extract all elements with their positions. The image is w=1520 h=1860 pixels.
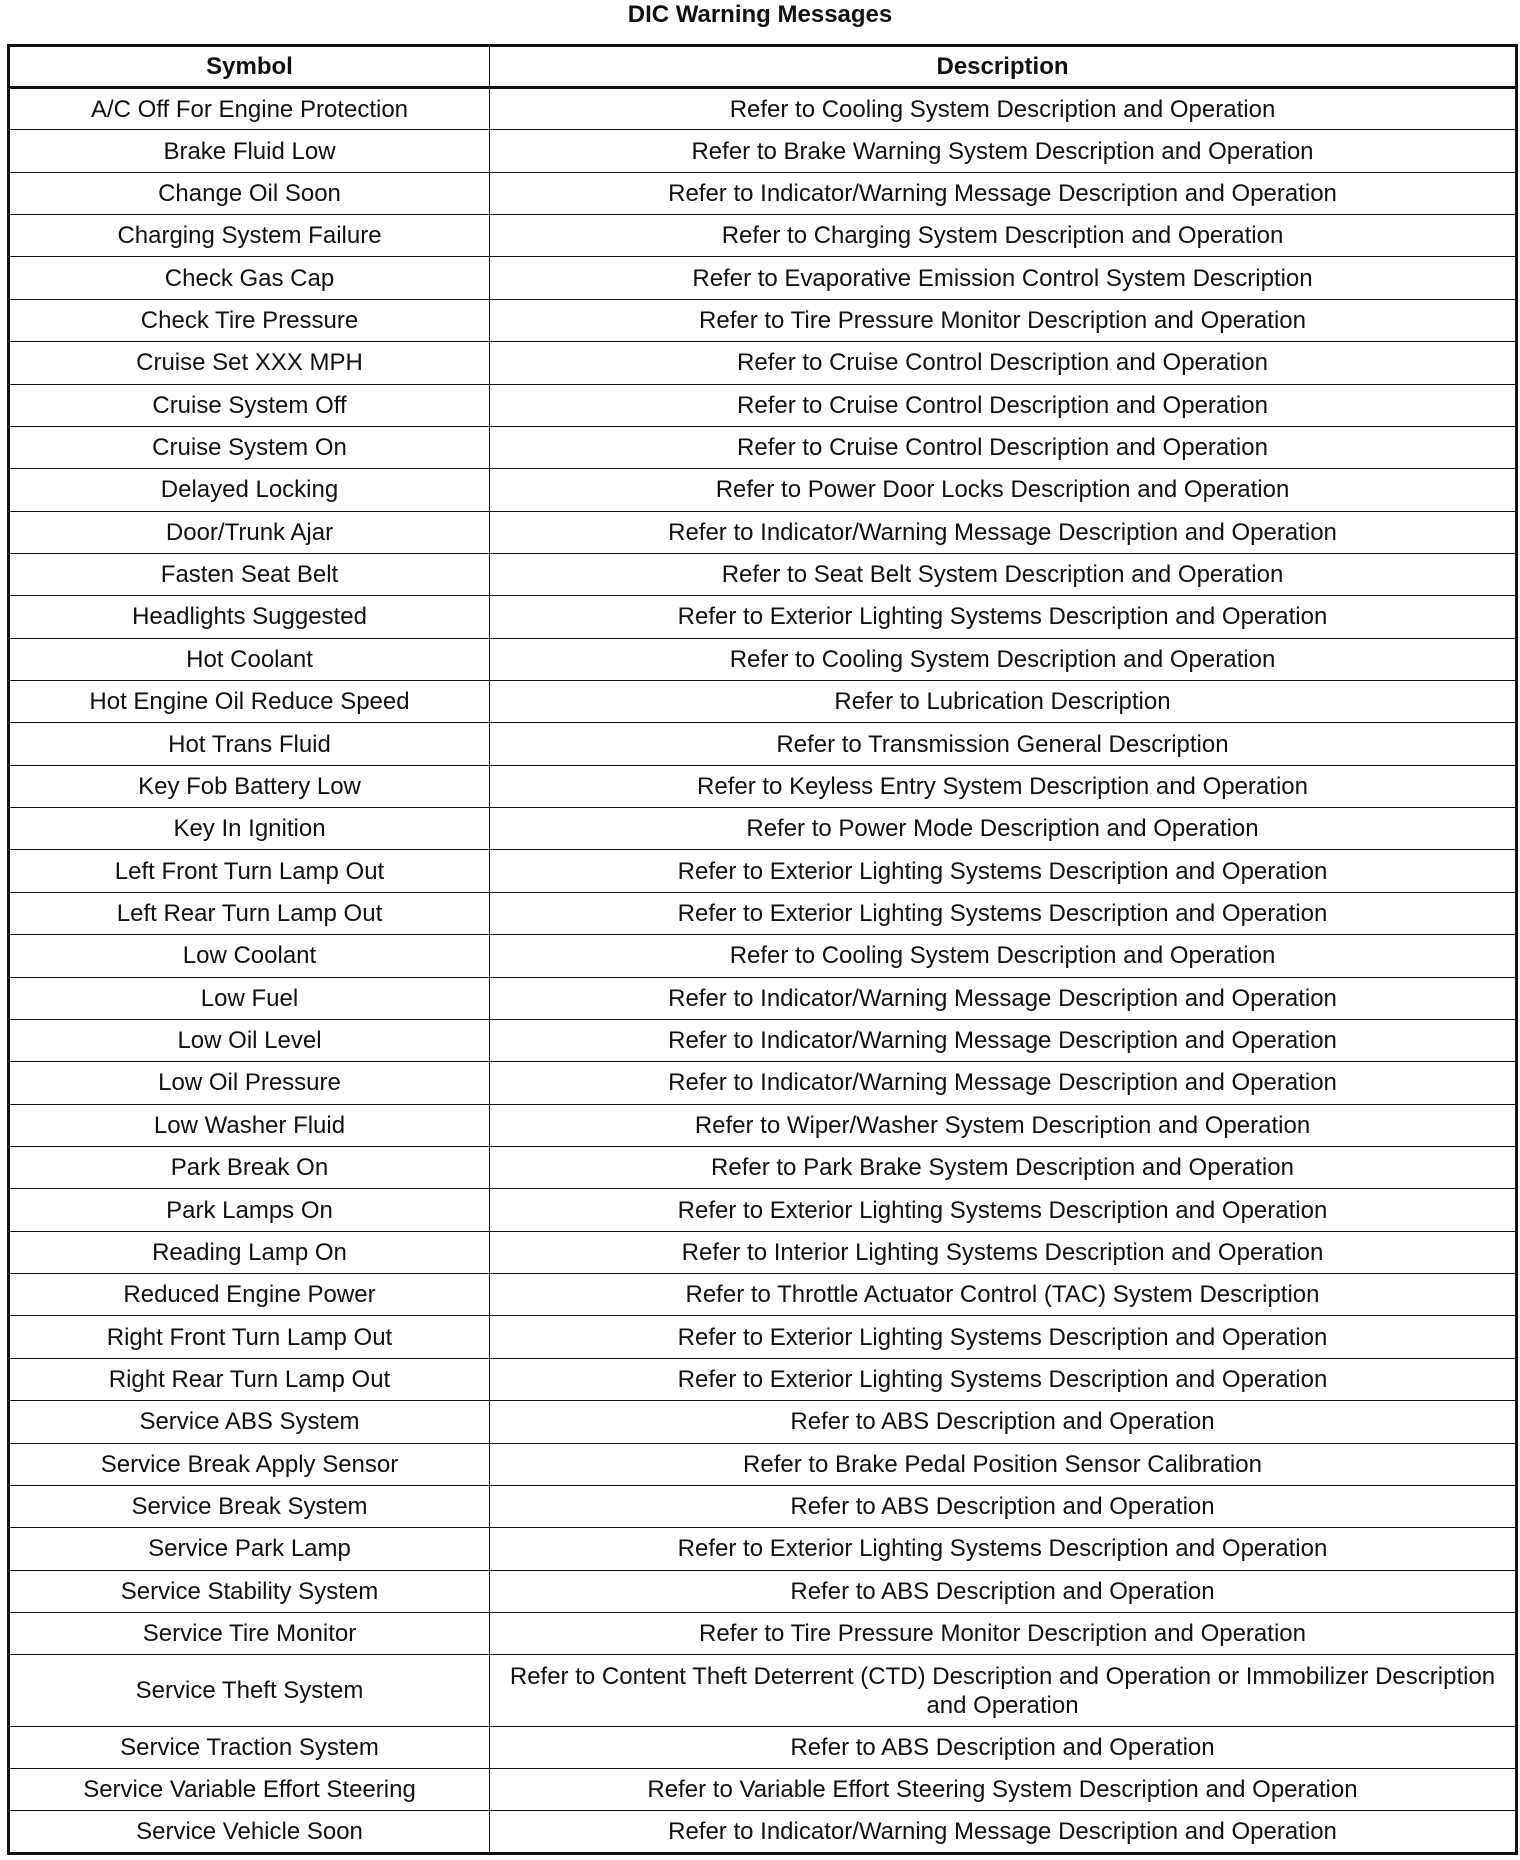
table-row: [9, 1104, 1517, 1146]
table-row: [9, 1570, 1517, 1612]
symbol-cell: Service Break Apply Sensor: [9, 1443, 490, 1485]
table-row: [9, 1485, 1517, 1527]
description-cell: Refer to Indicator/Warning Message Description and Operation: [490, 1811, 1517, 1854]
description-cell: Refer to Variable Effort Steering System Description and Operation: [490, 1769, 1517, 1811]
symbol-cell: Reduced Engine Power: [9, 1274, 490, 1316]
description-cell: Refer to Seat Belt System Description and Operation: [490, 553, 1517, 595]
description-cell: Refer to Interior Lighting Systems Description and Operation: [490, 1231, 1517, 1273]
description-cell: Refer to Lubrication Description: [490, 681, 1517, 723]
description-cell: Refer to Exterior Lighting Systems Description and Operation: [490, 1528, 1517, 1570]
symbol-cell: Left Front Turn Lamp Out: [9, 850, 490, 892]
description-cell: Refer to ABS Description and Operation: [490, 1570, 1517, 1612]
symbol-cell: Service Theft System: [9, 1655, 490, 1726]
table-row: [9, 935, 1517, 977]
table-row: [9, 469, 1517, 511]
symbol-cell: Low Oil Level: [9, 1019, 490, 1061]
table-row: [9, 553, 1517, 595]
symbol-cell: Service Park Lamp: [9, 1528, 490, 1570]
table-row: [9, 299, 1517, 341]
description-cell: Refer to Cooling System Description and Operation: [490, 88, 1517, 130]
table-row: [9, 681, 1517, 723]
table-row: [9, 130, 1517, 172]
description-cell: Refer to Charging System Description and Operation: [490, 215, 1517, 257]
symbol-cell: Service Tire Monitor: [9, 1612, 490, 1654]
symbol-cell: Change Oil Soon: [9, 172, 490, 214]
symbol-cell: Low Coolant: [9, 935, 490, 977]
description-cell: Refer to Brake Warning System Description and Operation: [490, 130, 1517, 172]
symbol-cell: Service Variable Effort Steering: [9, 1769, 490, 1811]
table-row: [9, 1612, 1517, 1654]
symbol-cell: Service Stability System: [9, 1570, 490, 1612]
table-row: [9, 1358, 1517, 1400]
description-cell: Refer to ABS Description and Operation: [490, 1726, 1517, 1768]
description-cell: Refer to Cooling System Description and Operation: [490, 638, 1517, 680]
symbol-cell: Headlights Suggested: [9, 596, 490, 638]
description-cell: Refer to Cruise Control Description and Operation: [490, 342, 1517, 384]
table-row: [9, 1528, 1517, 1570]
symbol-cell: Reading Lamp On: [9, 1231, 490, 1273]
description-cell: Refer to Cruise Control Description and Operation: [490, 384, 1517, 426]
table-row: [9, 638, 1517, 680]
table-row: [9, 1062, 1517, 1104]
symbol-cell: Check Gas Cap: [9, 257, 490, 299]
description-cell: Refer to Exterior Lighting Systems Description and Operation: [490, 892, 1517, 934]
table-row: [9, 723, 1517, 765]
description-cell: Refer to Power Door Locks Description and Operation: [490, 469, 1517, 511]
description-cell: Refer to Indicator/Warning Message Description and Operation: [490, 1019, 1517, 1061]
symbol-cell: Hot Coolant: [9, 638, 490, 680]
description-cell: Refer to Tire Pressure Monitor Description and Operation: [490, 1612, 1517, 1654]
description-cell: Refer to Cruise Control Description and Operation: [490, 426, 1517, 468]
description-cell: Refer to Brake Pedal Position Sensor Calibration: [490, 1443, 1517, 1485]
symbol-cell: Service Vehicle Soon: [9, 1811, 490, 1854]
table-row: [9, 1443, 1517, 1485]
symbol-cell: Hot Engine Oil Reduce Speed: [9, 681, 490, 723]
symbol-cell: Door/Trunk Ajar: [9, 511, 490, 553]
table-row: [9, 1401, 1517, 1443]
symbol-cell: Delayed Locking: [9, 469, 490, 511]
table-row: [9, 1231, 1517, 1273]
symbol-cell: Low Washer Fluid: [9, 1104, 490, 1146]
symbol-cell: Check Tire Pressure: [9, 299, 490, 341]
description-cell: Refer to Indicator/Warning Message Description and Operation: [490, 1062, 1517, 1104]
table-title: DIC Warning Messages: [627, 1, 893, 28]
description-cell: Refer to Power Mode Description and Operation: [490, 808, 1517, 850]
symbol-cell: Brake Fluid Low: [9, 130, 490, 172]
description-cell: Refer to Tire Pressure Monitor Description and Operation: [490, 299, 1517, 341]
table-row: [9, 1769, 1517, 1811]
symbol-cell: Cruise System Off: [9, 384, 490, 426]
symbol-cell: Left Rear Turn Lamp Out: [9, 892, 490, 934]
table-row: [9, 596, 1517, 638]
table-row: [9, 1274, 1517, 1316]
table-row: [9, 977, 1517, 1019]
symbol-cell: Right Front Turn Lamp Out: [9, 1316, 490, 1358]
symbol-cell: Service ABS System: [9, 1401, 490, 1443]
description-cell: Refer to Indicator/Warning Message Description and Operation: [490, 172, 1517, 214]
table-row: [9, 215, 1517, 257]
description-cell: Refer to Park Brake System Description and Operation: [490, 1146, 1517, 1188]
description-cell: Refer to ABS Description and Operation: [490, 1485, 1517, 1527]
symbol-cell: Low Oil Pressure: [9, 1062, 490, 1104]
description-cell: Refer to Throttle Actuator Control (TAC) System Description: [490, 1274, 1517, 1316]
table-row: [9, 1655, 1517, 1726]
description-cell: Refer to Indicator/Warning Message Description and Operation: [490, 511, 1517, 553]
table-row: [9, 426, 1517, 468]
table-row: [9, 257, 1517, 299]
table-row: [9, 88, 1517, 130]
symbol-cell: Low Fuel: [9, 977, 490, 1019]
symbol-cell: Key Fob Battery Low: [9, 765, 490, 807]
table-row: [9, 850, 1517, 892]
table-row: [9, 342, 1517, 384]
description-cell: Refer to Cooling System Description and Operation: [490, 935, 1517, 977]
dic-warning-table: [7, 44, 1518, 1855]
table-row: [9, 1146, 1517, 1188]
description-cell: Refer to Keyless Entry System Description and Operation: [490, 765, 1517, 807]
description-cell: Refer to ABS Description and Operation: [490, 1401, 1517, 1443]
table-row: [9, 765, 1517, 807]
symbol-cell: Service Traction System: [9, 1726, 490, 1768]
description-cell: Refer to Transmission General Description: [490, 723, 1517, 765]
header-row: [9, 46, 1517, 88]
symbol-cell: A/C Off For Engine Protection: [9, 88, 490, 130]
table-row: [9, 511, 1517, 553]
description-cell: Refer to Wiper/Washer System Description and Operation: [490, 1104, 1517, 1146]
symbol-cell: Right Rear Turn Lamp Out: [9, 1358, 490, 1400]
table-row: [9, 1316, 1517, 1358]
table-row: [9, 1189, 1517, 1231]
symbol-cell: Cruise Set XXX MPH: [9, 342, 490, 384]
symbol-cell: Fasten Seat Belt: [9, 553, 490, 595]
table-row: [9, 1019, 1517, 1061]
symbol-cell: Service Break System: [9, 1485, 490, 1527]
table-body: [9, 88, 1517, 1854]
description-cell: Refer to Evaporative Emission Control System Description: [490, 257, 1517, 299]
table-row: [9, 172, 1517, 214]
description-cell: Refer to Exterior Lighting Systems Description and Operation: [490, 1316, 1517, 1358]
symbol-cell: Charging System Failure: [9, 215, 490, 257]
description-cell: Refer to Content Theft Deterrent (CTD) Description and Operation or Immobilizer Description and Operation: [490, 1655, 1517, 1726]
description-cell: Refer to Exterior Lighting Systems Description and Operation: [490, 1189, 1517, 1231]
table-row: [9, 384, 1517, 426]
description-cell: Refer to Exterior Lighting Systems Description and Operation: [490, 1358, 1517, 1400]
column-header-description: Description: [490, 46, 1517, 88]
description-cell: Refer to Exterior Lighting Systems Description and Operation: [490, 850, 1517, 892]
symbol-cell: Park Lamps On: [9, 1189, 490, 1231]
description-cell: Refer to Indicator/Warning Message Description and Operation: [490, 977, 1517, 1019]
table-row: [9, 892, 1517, 934]
table-row: [9, 1726, 1517, 1768]
description-cell: Refer to Exterior Lighting Systems Description and Operation: [490, 596, 1517, 638]
table-row: [9, 1811, 1517, 1854]
symbol-cell: Cruise System On: [9, 426, 490, 468]
symbol-cell: Hot Trans Fluid: [9, 723, 490, 765]
symbol-cell: Park Break On: [9, 1146, 490, 1188]
column-header-symbol: Symbol: [9, 46, 490, 88]
symbol-cell: Key In Ignition: [9, 808, 490, 850]
table-row: [9, 808, 1517, 850]
